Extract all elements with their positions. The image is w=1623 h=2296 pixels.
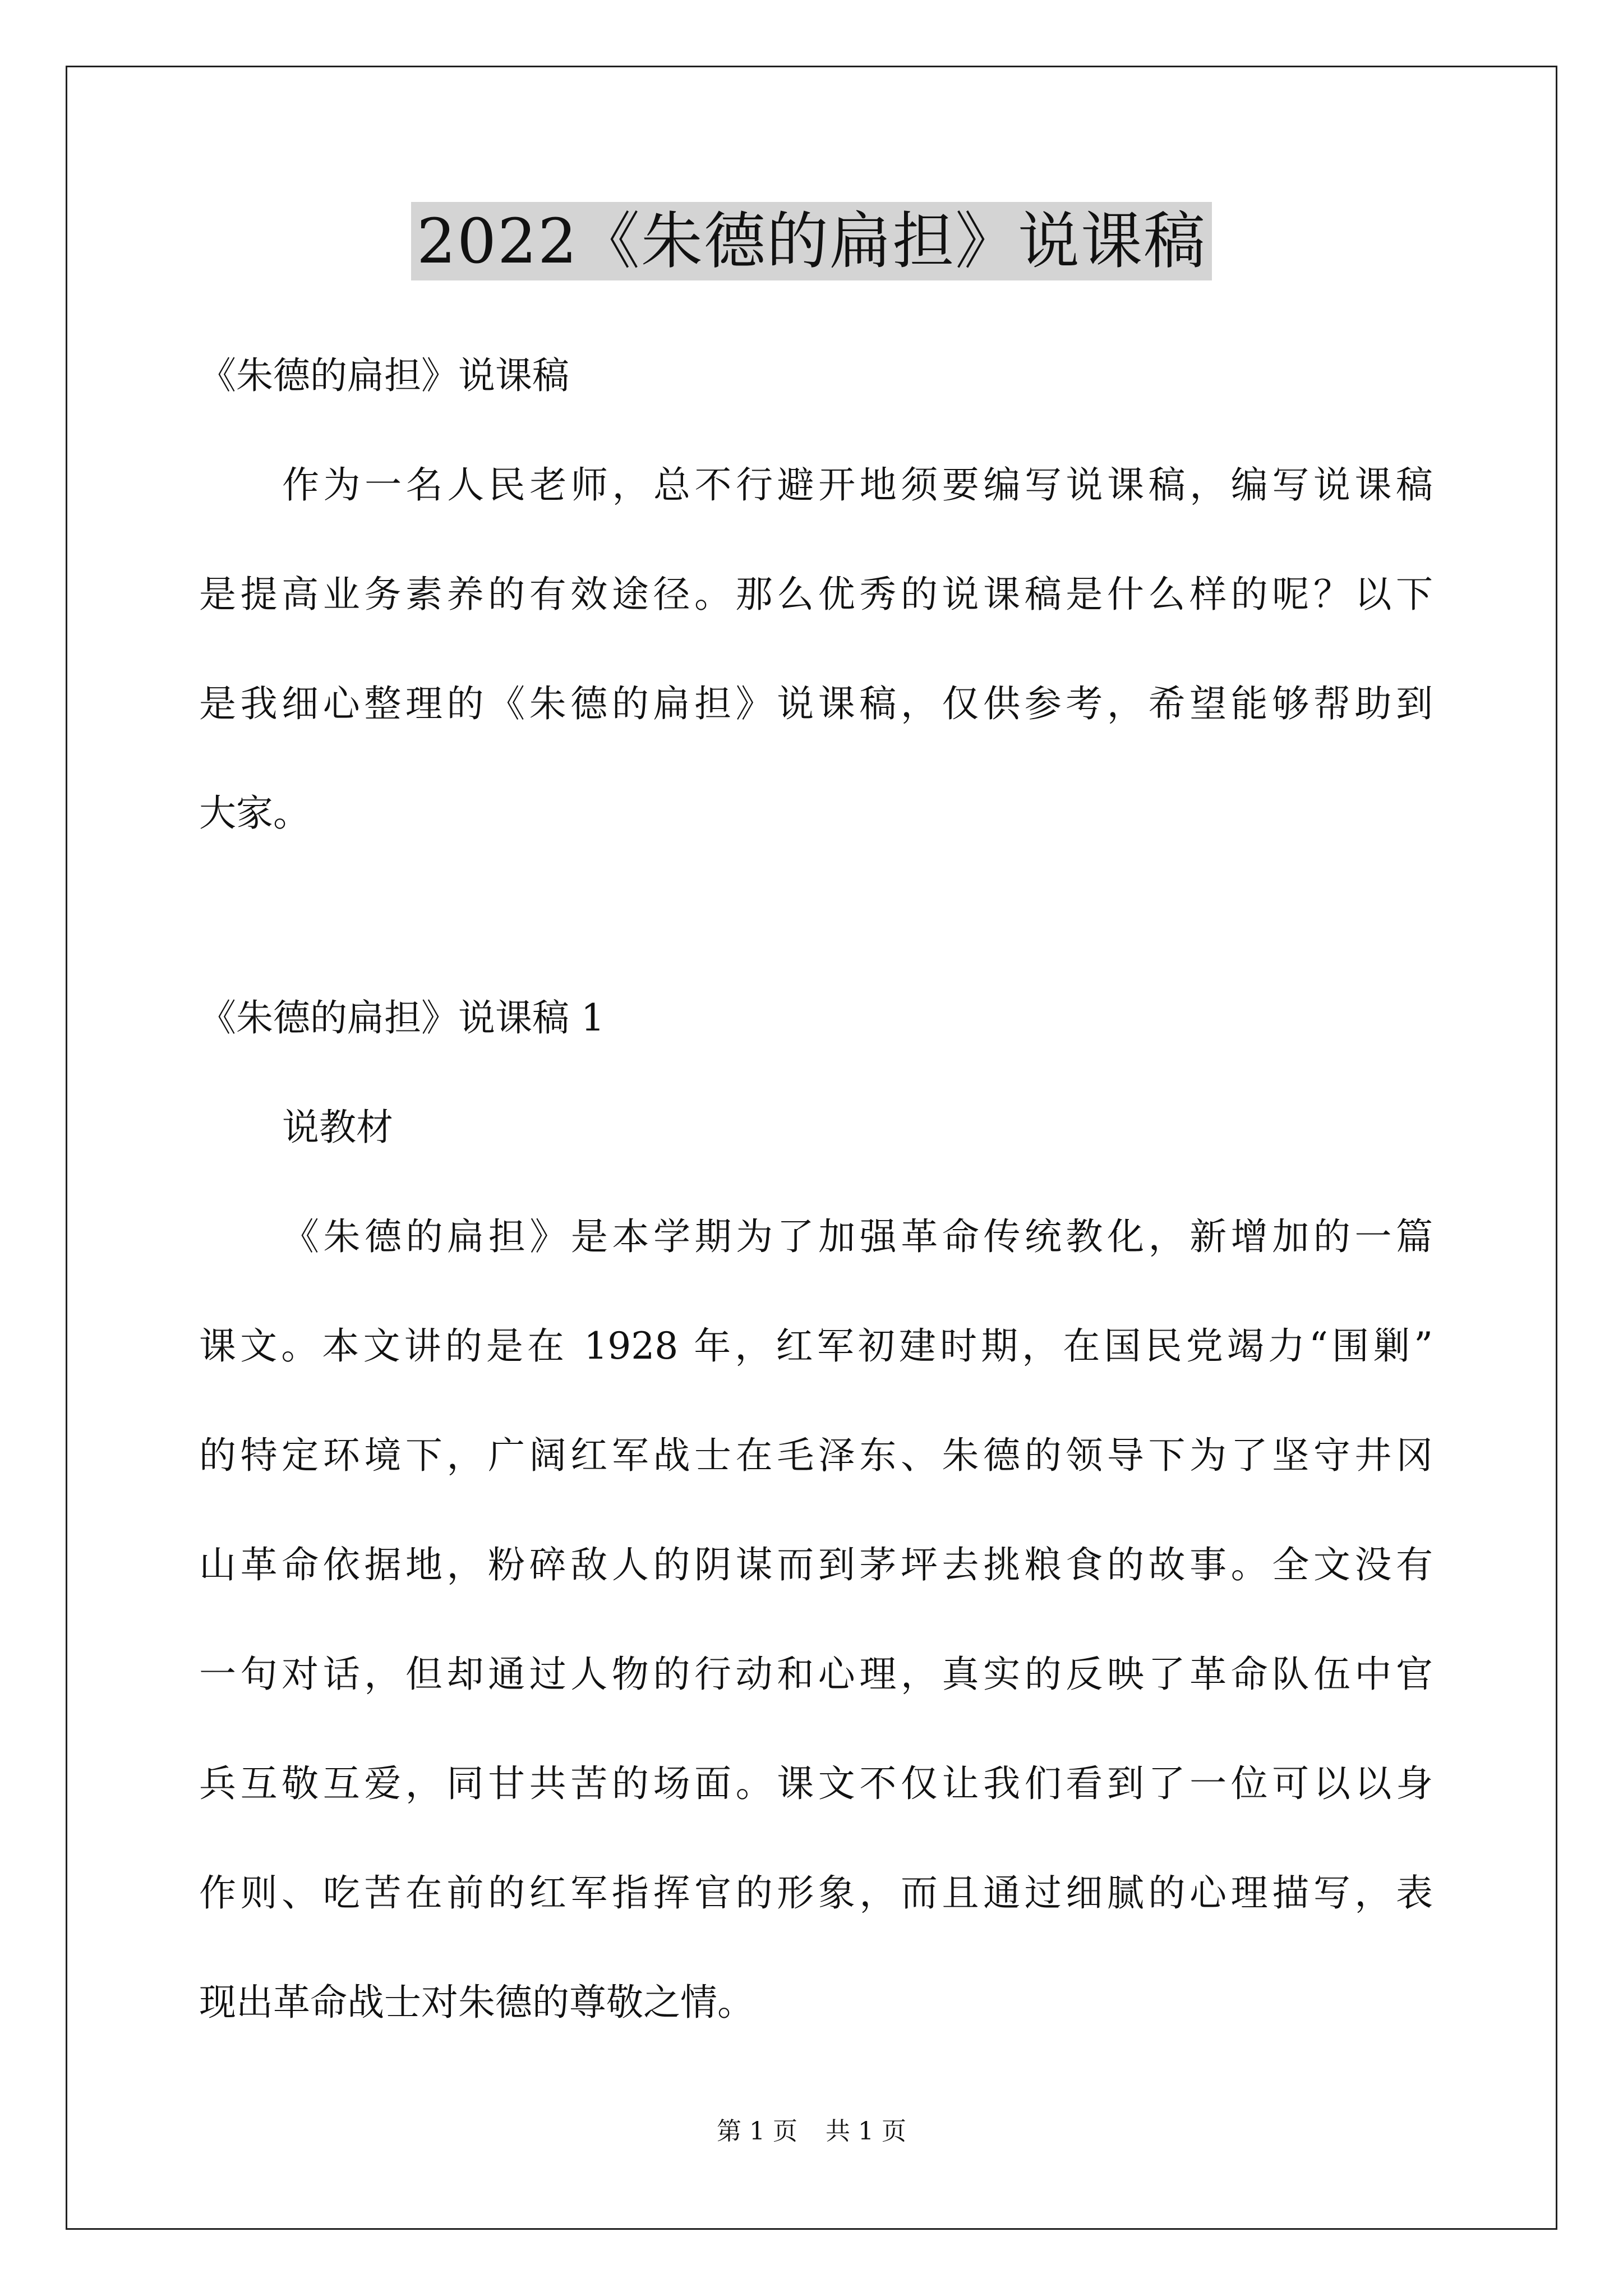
subsection-heading: 说教材 [282, 1106, 393, 1149]
body-line: 《朱德的扁担》是本学期为了加强革命传统教化，新增加的一篇 [282, 1215, 1433, 1258]
body-line: 作则、吃苦在前的红军指挥官的形象，而且通过细腻的心理描写，表 [199, 1871, 1433, 1915]
page-total: 共 1 页 [826, 2117, 906, 2146]
subtitle: 《朱德的扁担》说课稿 [199, 354, 569, 397]
body-line: 的特定环境下，广阔红军战士在毛泽东、朱德的领导下为了坚守井冈 [199, 1434, 1433, 1477]
section-heading: 《朱德的扁担》说课稿 1 [199, 996, 605, 1039]
intro-line: 作为一名人民老师，总不行避开地须要编写说课稿，编写说课稿 [282, 463, 1433, 507]
body-line: 山革命依据地，粉碎敌人的阴谋而到茅坪去挑粮食的故事。全文没有 [199, 1543, 1433, 1586]
body-line: 课文。本文讲的是在 1928 年，红军初建时期，在国民党竭力“围剿” [199, 1324, 1433, 1368]
body-line: 一句对话，但却通过人物的行动和心理，真实的反映了革命队伍中官 [199, 1653, 1433, 1696]
body-line: 兵互敬互爱，同甘共苦的场面。课文不仅让我们看到了一位可以以身 [199, 1762, 1433, 1805]
intro-line: 是提高业务素养的有效途径。那么优秀的说课稿是什么样的呢？以下 [199, 573, 1433, 616]
intro-line: 大家。 [199, 792, 310, 835]
page-footer [0, 2115, 1623, 2148]
title-container [0, 202, 1623, 280]
body-line: 现出革命战士对朱德的尊敬之情。 [199, 1981, 754, 2024]
document-title: 2022《朱德的扁担》说课稿 [411, 202, 1212, 280]
page-number: 第 1 页 [717, 2117, 797, 2146]
intro-line: 是我细心整理的《朱德的扁担》说课稿，仅供参考，希望能够帮助到 [199, 682, 1433, 725]
